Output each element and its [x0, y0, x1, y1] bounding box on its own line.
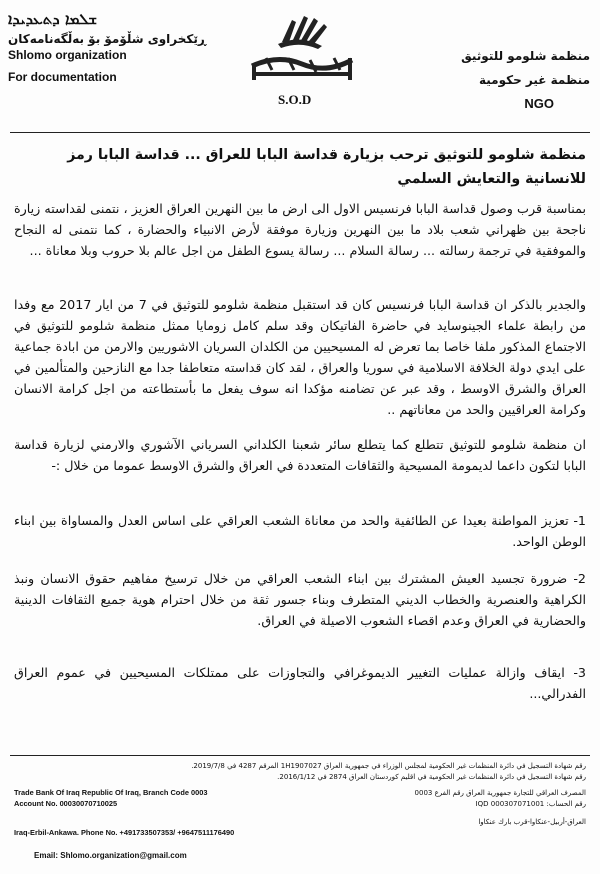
header-divider — [10, 132, 590, 133]
organization-logo-icon — [248, 14, 356, 84]
ngo-label: NGO — [524, 96, 554, 111]
address-english: Iraq-Erbil-Ankawa. Phone No. +491733507353/ +9647511176490 — [14, 828, 235, 837]
bank-name-english: Trade Bank Of Iraq Republic Of Iraq, Branch Code 0003 — [14, 788, 208, 797]
syriac-org-name: ܫܠܡܐ ܕܬܥܕܝܕܐ — [8, 10, 98, 28]
paragraph: والجدير بالذكر ان قداسة البابا فرنسيس كان قد استقبل منظمة شلومو للتوثيق في 7 من ايار 2017 مع وفدا من رابطة علماء الجينوسايد في حاضرة الفاتيكان وقد سلم كامل زومايا ممثل منظمة شلومو للتوثيق في الاجتماع المذكور ملفا خاصا بما تعرض له المسيحيين من الكلدان السريان الاشوريين والارمن من ابادة جماعية على ايدي دولة الخلافة الاسلامية في سوريا والعراق ، لقد كان قداسته متعاطفا جدا مع النازحين والمتألمين في العراق والشرق الاوسط ، وقد عبر عن تضامنه مؤكدا انه سوف يفعل ما بأستطاعته من اجل كرامة الانسان وكرامة العراقيين والحد من معاناتهم .. — [14, 297, 586, 417]
english-org-name: Shlomo organization — [8, 48, 127, 62]
footer-divider — [10, 755, 590, 756]
registration-line-1: رقم شهادة التسجيل في دائرة المنظمات غير الحكومية لمجلس الوزراء في جمهورية العراق 1H1907027 المرقم 4287 في 2019/7/8. — [191, 762, 586, 770]
email-address[interactable]: Email: Shlomo.organization@gmail.com — [34, 851, 187, 860]
bank-name-arabic: المصرف العراقي للتجارة جمهورية العراق رقم الفرع 0003 — [414, 789, 586, 797]
header-right-block — [461, 44, 590, 92]
arabic-org-name: منظمة شلومو للتوثيق — [461, 49, 590, 63]
arabic-ngo-label: منظمة غير حكومية — [478, 73, 590, 87]
account-arabic: رقم الحساب: 000307071001 IQD — [475, 800, 586, 808]
logo-caption: S.O.D — [278, 92, 312, 107]
paragraph: ان منظمة شلومو للتوثيق تتطلع كما يتطلع سائر شعبنا الكلداني السرياني الآشوري والارمني لزيارة قداسة البابا لتكون داعما لديمومة المسيحية والثقافات المتعددة في العراق والشرق الاوسط عموما من خلال :- — [14, 437, 586, 473]
header-left-block — [8, 8, 208, 84]
account-english: Account No. 00030070710025 — [14, 799, 118, 808]
statement-title: منظمة شلومو للتوثيق ترحب بزيارة قداسة البابا للعراق ... قداسة البابا رمز للانسانية والتعايش السلمي — [67, 147, 586, 187]
address-arabic: العراق-أربيل-عنكاوا-قرب بارك عنكاوا — [478, 818, 586, 826]
paragraph: بمناسبة قرب وصول قداسة البابا فرنسيس الاول الى ارض ما بين النهرين العراق العزيز ، نتمنى لقداسته زيارة ناجحة بين ظهراني شعب بلاد ما بين النهرين وزيارة موفقة لأرض الانبياء والحضارة ، كما نتمنى له النجاح والموفقية في ترجمة رسالته ... رسالة السلام ... رسالة يسوع الطفل من اجل عالم بلا حروب وبلا معاناة ... — [14, 201, 586, 258]
list-item: 2- ضرورة تجسيد العيش المشترك بين ابناء الشعب العراقي من خلال ترسيخ مفاهيم حقوق الانسان ونبذ الكراهية والعنصرية والخطاب الديني المتطرف وبناء جسور ثقة من خلال احترام هوية جميع الثقافات الدينية والحضارية في العراق وعدم اقصاء الشعوب الاصيلة في العراق. — [14, 571, 586, 628]
english-org-subtitle: For documentation — [8, 70, 117, 84]
list-item: 1- تعزيز المواطنة بعيدا عن الطائفية والحد من معاناة الشعب العراقي على اساس العدل والمساواة بين ابناء الوطن الواحد. — [14, 513, 586, 549]
list-item: 3- ايقاف وازالة عمليات التغيير الديموغرافي والتجاوزات على ممتلكات المسيحيين في عموم العراق الفدرالي... — [14, 665, 586, 701]
kurdish-org-name: ڕێکخراوی شڵۆمۆ بۆ بەڵگەنامەکان — [8, 32, 207, 46]
registration-line-2: رقم شهادة التسجيل في دائرة المنظمات غير الحكومية في اقليم كوردستان العراق 2874 في 2016/1/12. — [277, 773, 586, 781]
